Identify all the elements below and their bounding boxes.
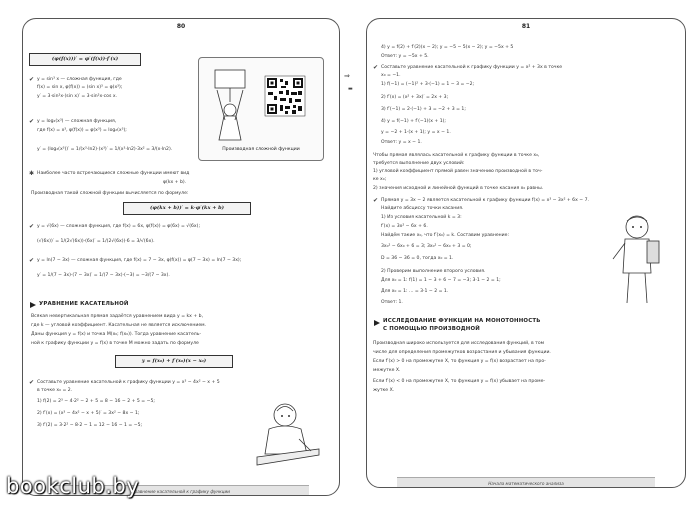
text-line: 1) f(2) = 2³ − 4·2² − 2 + 5 = 8 − 16 − 2 + 5 = −5; (37, 399, 155, 404)
page-footer: Уравнение касательной к графику функции (132, 489, 230, 494)
text-line: Ответ: y = x − 1. (381, 140, 422, 145)
text-line: Наиболее часто встречающиеся сложные функции имеют вид (37, 171, 190, 176)
check-icon: ✔ (29, 379, 35, 386)
check-icon: ✔ (373, 64, 379, 71)
qr-card[interactable] (198, 57, 324, 161)
check-icon: ✔ (29, 76, 35, 83)
text-line: в точке x₀ = 2. (37, 388, 73, 393)
text-line: y′ = (log₂(x³))′ = 1/(x³·ln2)·(x³)′ = 1/(x³·ln2)·3x² = 3/(x·ln2). (37, 147, 173, 152)
text-line: y = sin³ x — сложная функция, где (37, 77, 122, 82)
text-line: 3x₀² − 6x₀ + 6 = 3; 3x₀² − 6x₀ + 3 = 0; (381, 244, 472, 249)
text-line: где f(x) = x³, φ(f(x)) = φ(x³) = log₂(x³); (37, 128, 127, 133)
text-line: y′ = 1/(7 − 3x)·(7 − 3x)′ = 1/(7 − 3x)·(−3) = −3/(7 − 3x). (37, 273, 170, 278)
text-line: Даны функция y = f(x) и точка M(x₀; f(x₀)). Тогда уравнение касатель- (31, 332, 202, 337)
text-line: 1) угловой коэффициент прямой равен значению производной в точ- (373, 169, 543, 174)
text-line: Составьте уравнение касательной к графику функции y = x³ − 4x² − x + 5 (37, 380, 220, 385)
text-line: ке x₀; (373, 177, 387, 182)
page-footer: Начала математического анализа (488, 481, 564, 486)
text-line: где k — угловой коэффициент. Касательная не является исключением. (31, 323, 207, 328)
text-line: межутке X. (373, 368, 401, 373)
footer-strip (397, 477, 655, 487)
watermark-text: bookclub.by (6, 474, 140, 498)
text-line: y = ln(7 − 3x) — сложная функция, где f(x) = 7 − 3x, φ(f(x)) = φ(7 − 3x) = ln(7 − 3x); (37, 258, 242, 263)
text-line: y′ = 3·sin²x·(sin x)′ = 3·sin²x·cos x. (37, 94, 118, 99)
check-icon: ✔ (29, 118, 35, 125)
tangent-formula: y = f(x₀) + f′(x₀)(x − x₀) (115, 355, 233, 368)
text-line: числе для определения промежутков возрастания и убывания функции. (373, 350, 551, 355)
text-line: жутке X. (373, 388, 395, 393)
text-line: Производная такой сложной функции вычисляется по формуле: (31, 191, 189, 196)
text-line: 2) f′(x) = (x² + 3x)′ = 2x + 3; (381, 95, 449, 100)
text-line: ной к графику функции y = f(x) в точке M можно задать по формуле (31, 341, 199, 346)
text-line: 2) значения исходной и линейной функций в точке касания x₀ равны. (373, 186, 544, 191)
right-page (366, 18, 686, 488)
student-illustration (255, 399, 321, 469)
page-number: 81 (521, 23, 531, 30)
text-line: 4) y = f(−1) + f′(−1)(x + 1); (381, 119, 446, 124)
section-heading: УРАВНЕНИЕ КАСАТЕЛЬНОЙ (39, 301, 129, 307)
text-line: D = 36 − 36 = 0, тогда x₀ = 1. (381, 256, 454, 261)
text-line: f(x) = sin x, φ(f(x)) = (sin x)³ = φ(x³); (37, 85, 123, 90)
text-line: Для x₀ = 1: ... = 3·1 − 2 = 1. (381, 289, 449, 294)
check-icon: ✔ (29, 223, 35, 230)
qr-illustration (199, 58, 325, 154)
text-line: Всякая невертикальная прямая задаётся уравнением вида y = kx + b, (31, 314, 204, 319)
left-page (22, 18, 340, 496)
text-line: Ответ: y = −5x + 5. (381, 54, 429, 59)
text-line: Найдём такие x₀, что f′(x₀) = k. Составим уравнение: (381, 233, 510, 238)
text-line: Производная широко используется для исследования функций, в том (373, 341, 545, 346)
text-line: Составьте уравнение касательной к графику функции y = x² + 3x в точке (381, 65, 563, 70)
text-line: Ответ: 1. (381, 300, 403, 305)
text-line: 4) y = f(2) + f′(2)(x − 2); y = −5 − 5(x − 2); y = −5x + 5 (381, 45, 514, 50)
qr-code (265, 76, 305, 116)
text-line: Чтобы прямая являлась касательной к графику функции в точке x₀, (373, 153, 540, 158)
page-arrow-icon: ▬ (348, 86, 353, 92)
qr-caption: Производная сложной функции (222, 147, 300, 152)
text-line: 1) Из условия касательной k = 3: (381, 215, 462, 220)
text-line: Если f′(x) < 0 на промежутке X, то функция y = f(x) убывает на проме- (373, 379, 546, 384)
section-heading: С ПОМОЩЬЮ ПРОИЗВОДНОЙ (383, 326, 481, 332)
text-line: 2) f′(x) = (x³ − 4x² − x + 5)′ = 3x² − 8x − 1; (37, 411, 140, 416)
section-marker-icon (374, 320, 380, 326)
text-line: φ(kx + b). (163, 180, 187, 185)
text-line: Прямая y = 3x − 2 является касательной к графику функции f(x) = x³ − 3x² + 6x − 7. (381, 198, 589, 203)
section-heading: ИССЛЕДОВАНИЕ ФУНКЦИИ НА МОНОТОННОСТЬ (383, 318, 541, 324)
text-line: y = −2 + 1·(x + 1); y = x − 1. (381, 130, 451, 135)
text-line: (√(6x))′ = 1/(2√(6x))·(6x)′ = 1/(2√(6x))·6 = 3/√(6x). (37, 239, 155, 244)
text-line: требуется выполнение двух условий: (373, 161, 465, 166)
text-line: Если f′(x) > 0 на промежутке X, то функция y = f(x) возрастает на про- (373, 359, 546, 364)
text-line: Для x₀ = 1: f(1) = 1 − 3 + 6 − 7 = −3; 3·1 − 2 = 1; (381, 278, 501, 283)
check-icon: ✔ (29, 257, 35, 264)
composite-linear-formula: (φ(kx + b))′ = k·φ′(kx + b) (123, 202, 251, 215)
text-line: 3) f′(2) = 3·2² − 8·2 − 1 = 12 − 16 − 1 = −5; (37, 423, 143, 428)
star-icon: ✱ (29, 170, 35, 177)
text-line: 1) f(−1) = (−1)² + 3·(−1) = 1 − 3 = −2; (381, 82, 475, 87)
text-line: y = log₂(x³) — сложная функция, (37, 119, 117, 124)
text-line: Найдите абсциссу точки касания. (381, 206, 464, 211)
page-number: 80 (176, 23, 186, 30)
text-line: f′(x) = 3x² − 6x + 6. (381, 224, 428, 229)
section-marker-icon (30, 302, 36, 308)
page-arrow-icon: ⇒ (344, 72, 350, 80)
text-line: x₀ = −1. (381, 73, 401, 78)
text-line: 3) f′(−1) = 2·(−1) + 3 = −2 + 3 = 1; (381, 107, 466, 112)
text-line: y = √(6x) — сложная функция, где f(x) = 6x, φ(f(x)) = φ(6x) = √(6x); (37, 224, 200, 229)
text-line: 2) Проверим выполнение второго условия. (381, 269, 486, 274)
chain-rule-formula: (φ(f(x)))′ = φ′(f(x))·f′(x) (29, 53, 141, 66)
check-icon: ✔ (373, 197, 379, 204)
standing-student-illustration (607, 211, 667, 311)
